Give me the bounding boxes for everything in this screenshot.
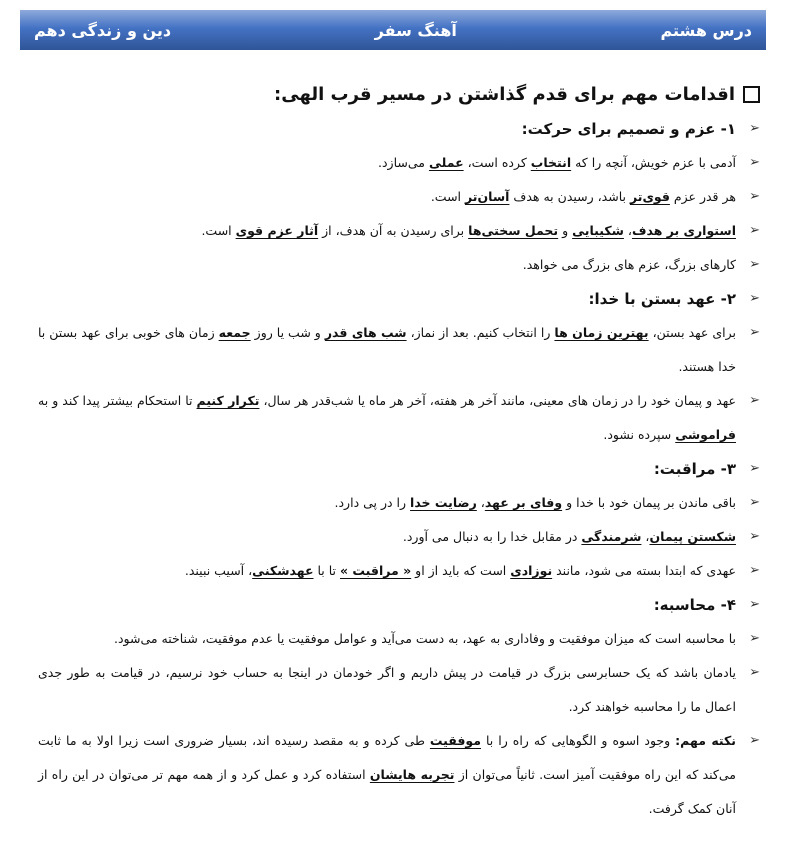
emphasized-term: آثار عزم قوی <box>235 223 319 238</box>
text-segment: استفاده کرد و عمل کرد و از همه مهم تر می‌توان در این راه از آنان کمک گرفت. <box>38 767 736 816</box>
item-text <box>38 520 736 554</box>
arrow-bullet-icon: ➢ <box>749 325 760 340</box>
text-segment: وجود اسوه و الگوهایی که راه را با <box>481 733 676 748</box>
text-segment: سپرده نشود. <box>603 427 676 442</box>
arrow-bullet-icon: ➢ <box>749 631 760 646</box>
list-item <box>38 486 760 520</box>
text-segment: با محاسبه است که میزان موفقیت و وفاداری به عهد، به دست می‌آید و عوامل موفقیت یا عدم موفقیت، شناخته می‌شود. <box>113 631 736 646</box>
subheading-item <box>38 452 760 486</box>
document-body <box>38 76 760 826</box>
list-item <box>38 180 760 214</box>
item-text <box>38 180 736 214</box>
section-title <box>38 76 760 112</box>
text-segment: آدمی با عزم خویش، آنچه را که <box>571 155 736 170</box>
item-text <box>38 452 736 486</box>
checkbox-square-icon <box>743 86 760 103</box>
arrow-bullet-icon: ➢ <box>749 495 760 510</box>
list-item <box>38 724 760 826</box>
emphasized-term: شرمندگی <box>581 529 642 544</box>
emphasized-term: جمعه <box>218 325 251 340</box>
arrow-bullet-icon: ➢ <box>749 189 760 204</box>
text-segment: برای رسیدن به آن هدف، از <box>318 223 469 238</box>
arrow-bullet-icon: ➢ <box>749 155 760 170</box>
list-item <box>38 554 760 588</box>
emphasized-term: فراموشی <box>675 427 736 442</box>
subheading-item <box>38 588 760 622</box>
list-item <box>38 316 760 384</box>
text-segment: و شب یا روز <box>250 325 325 340</box>
list-item <box>38 384 760 452</box>
item-text <box>38 146 736 180</box>
emphasized-term: انتخاب <box>530 155 572 170</box>
text-segment: ، آسیب نبیند. <box>184 563 253 578</box>
text-segment: است که باید از او <box>411 563 511 578</box>
arrow-bullet-icon: ➢ <box>749 461 760 476</box>
emphasized-term: تجربه هایشان <box>369 767 455 782</box>
emphasized-term: عهدشکنی <box>252 563 314 578</box>
text-segment: یادمان باشد که یک حسابرسی بزرگ در قیامت در پیش داریم و اگر خودمان در اینجا به حساب خود نرسیم، در قیامت به طور جدی اعمال ما را محاسبه خواهند کرد. <box>38 665 736 714</box>
text-segment: عهدی که ابتدا بسته می شود، مانند <box>552 563 736 578</box>
text-segment: است. <box>430 189 465 204</box>
item-text <box>38 384 736 452</box>
text-segment: عهد و پیمان خود را در زمان های معینی، مانند آخر هر هفته، آخر هر ماه یا شب‌قدر هر سال، <box>259 393 737 408</box>
arrow-bullet-icon: ➢ <box>749 665 760 680</box>
list-item <box>38 248 760 282</box>
emphasized-term: عملی <box>428 155 464 170</box>
arrow-bullet-icon: ➢ <box>749 597 760 612</box>
text-segment: نکته مهم: <box>675 733 736 748</box>
text-segment: ۳- مراقبت: <box>653 460 736 478</box>
text-segment: کارهای بزرگ، عزم های بزرگ می خواهد. <box>522 257 736 272</box>
arrow-bullet-icon: ➢ <box>749 529 760 544</box>
arrow-bullet-icon: ➢ <box>749 291 760 306</box>
text-segment: هر قدر عزم <box>669 189 736 204</box>
bullet-list <box>38 112 760 826</box>
text-segment: زمان های خوبی برای عهد بستن با خدا هستند. <box>38 325 736 374</box>
item-text <box>38 486 736 520</box>
text-segment: را در پی دارد. <box>334 495 411 510</box>
text-segment: ، <box>476 495 485 510</box>
emphasized-term: آسان‌تر <box>465 189 510 204</box>
text-segment: کرده است، <box>463 155 531 170</box>
arrow-bullet-icon: ➢ <box>749 733 760 748</box>
emphasized-term: شب های قدر <box>324 325 407 340</box>
arrow-bullet-icon: ➢ <box>749 121 760 136</box>
arrow-bullet-icon: ➢ <box>749 257 760 272</box>
text-segment: می‌سازد. <box>378 155 429 170</box>
item-text <box>38 214 736 248</box>
text-segment: باقی ماندن بر پیمان خود با خدا و <box>562 495 736 510</box>
lesson-number: درس هشتم <box>660 20 752 40</box>
emphasized-term: شکستن پیمان <box>649 529 736 544</box>
item-text <box>38 248 736 282</box>
text-segment: برای عهد بستن، <box>648 325 736 340</box>
header-bar <box>20 10 766 50</box>
section-title-text: اقدامات مهم برای قدم گذاشتن در مسیر قرب الهی: <box>274 83 735 105</box>
list-item <box>38 520 760 554</box>
text-segment: تا استحکام بیشتر پیدا کند و به <box>38 393 197 408</box>
arrow-bullet-icon: ➢ <box>749 223 760 238</box>
text-segment: باشد، رسیدن به هدف <box>509 189 630 204</box>
text-segment: است. <box>201 223 236 238</box>
list-item <box>38 214 760 248</box>
text-segment: و <box>558 223 573 238</box>
lesson-title: آهنگ سفر <box>374 20 457 40</box>
emphasized-term: قوی‌تر <box>629 189 670 204</box>
text-segment: ۱- عزم و تصمیم برای حرکت: <box>521 120 736 138</box>
text-segment: در مقابل خدا را به دنبال می آورد. <box>402 529 582 544</box>
item-text <box>38 724 736 826</box>
text-segment: ، <box>623 223 632 238</box>
subheading-item <box>38 282 760 316</box>
text-segment: ۲- عهد بستن با خدا: <box>588 290 736 308</box>
item-text <box>38 656 736 724</box>
emphasized-term: رضایت خدا <box>410 495 477 510</box>
item-text <box>38 554 736 588</box>
emphasized-term: استواری بر هدف <box>631 223 736 238</box>
text-segment: را انتخاب کنیم. بعد از نماز، <box>406 325 555 340</box>
item-text <box>38 588 736 622</box>
text-segment: ۴- محاسبه: <box>653 596 736 614</box>
text-segment: ، <box>641 529 650 544</box>
item-text <box>38 282 736 316</box>
item-text <box>38 622 736 656</box>
list-item <box>38 656 760 724</box>
arrow-bullet-icon: ➢ <box>749 563 760 578</box>
emphasized-term: موفقیت <box>429 733 481 748</box>
text-segment: طی کرده و به مقصد رسیده اند، بسیار ضروری است زیرا اولا به ما ثابت می‌کند که این راه موفقیت آمیز است. ثانیاً می‌توان از <box>38 733 736 782</box>
subheading-item <box>38 112 760 146</box>
emphasized-term: نوزادی <box>510 563 553 578</box>
emphasized-term: شکیبایی <box>572 223 624 238</box>
list-item <box>38 146 760 180</box>
emphasized-term: بهترین زمان ها <box>554 325 649 340</box>
emphasized-term: تحمل سختی‌ها <box>468 223 559 238</box>
arrow-bullet-icon: ➢ <box>749 393 760 408</box>
emphasized-term: « مراقبت » <box>340 563 412 578</box>
text-segment: تا با <box>313 563 340 578</box>
item-text <box>38 112 736 146</box>
item-text <box>38 316 736 384</box>
book-title: دین و زندگی دهم <box>34 20 172 40</box>
list-item <box>38 622 760 656</box>
emphasized-term: وفای بر عهد <box>484 495 563 510</box>
emphasized-term: تکرار کنیم <box>196 393 260 408</box>
